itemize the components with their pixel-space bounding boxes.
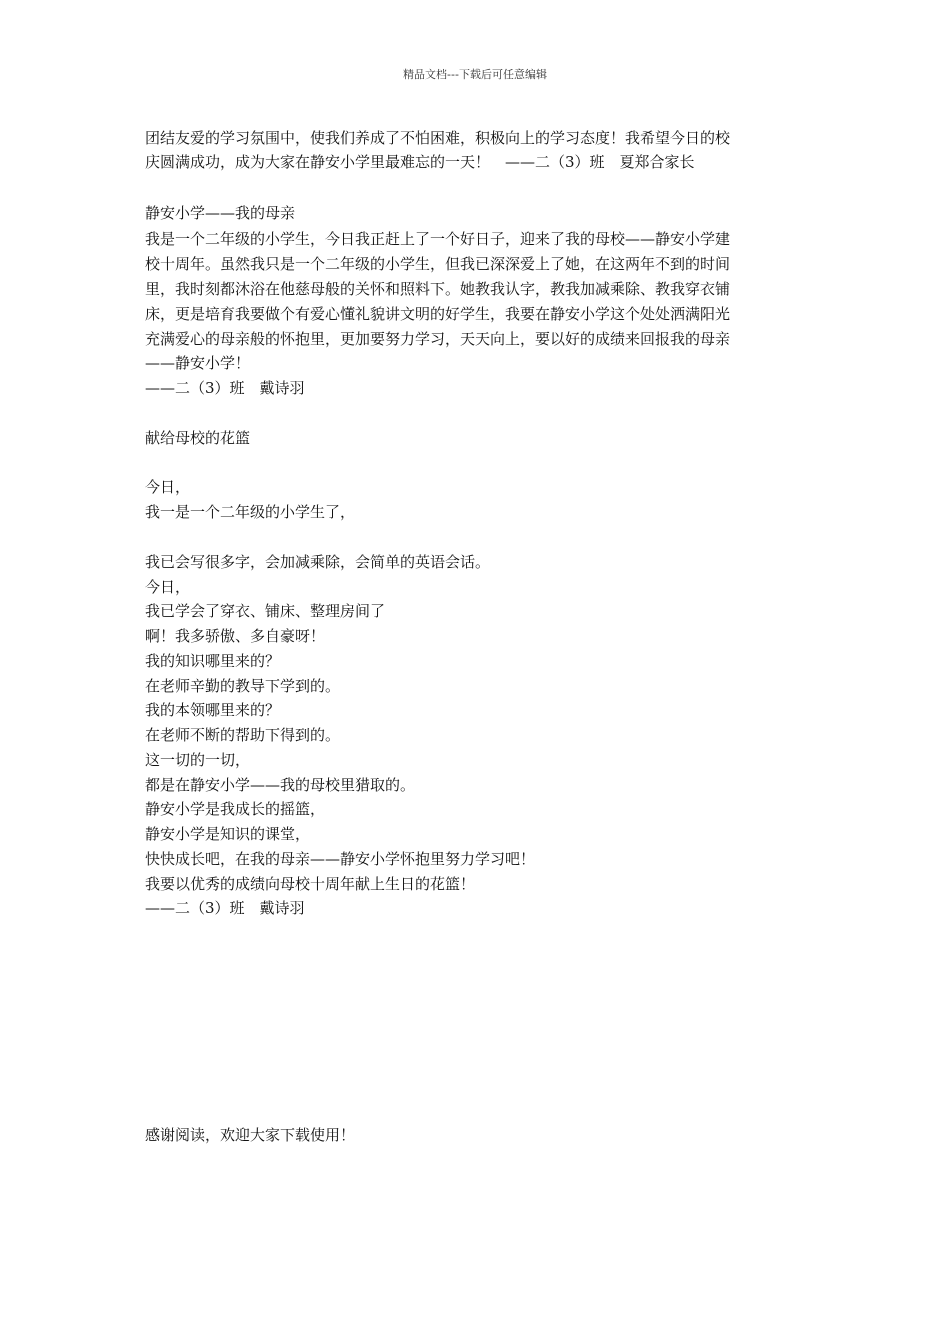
poem-line: 我要以优秀的成绩向母校十周年献上生日的花篮！	[145, 875, 476, 893]
poem-title: 献给母校的花篮	[145, 429, 251, 447]
poem-line: 我已学会了穿衣、铺床、整理房间了	[145, 602, 386, 620]
poem-line: 我已会写很多字，会加减乘除，会简单的英语会话。	[145, 553, 491, 571]
poem-line: 啊！我多骄傲、多自豪呀！	[145, 627, 326, 645]
poem-line: 今日，	[145, 578, 191, 596]
poem-line: 在老师辛勤的教导下学到的。	[145, 677, 341, 695]
poem-line: 这一切的一切，	[145, 751, 251, 769]
poem-line: 我的知识哪里来的？	[145, 652, 281, 670]
poem-line: 静安小学是知识的课堂，	[145, 825, 311, 843]
author-signature: ——二（3）班 戴诗羽	[145, 379, 305, 397]
paragraph-line: 我是一个二年级的小学生，今日我正赶上了一个好日子，迎来了我的母校——静安小学建	[145, 230, 731, 248]
paragraph-line: 庆圆满成功，成为大家在静安小学里最难忘的一天！ ——二（3）班 夏郑合家长	[145, 153, 695, 171]
closing-note: 感谢阅读，欢迎大家下载使用！	[145, 1126, 356, 1144]
paragraph-line: 校十周年。虽然我只是一个二年级的小学生，但我已深深爱上了她，在这两年不到的时间	[145, 255, 731, 273]
paragraph-line: 充满爱心的母亲般的怀抱里，更加要努力学习，天天向上，要以好的成绩来回报我的母亲	[145, 330, 731, 348]
paragraph-line: 里，我时刻都沐浴在他慈母般的关怀和照料下。她教我认字，教我加减乘除、教我穿衣铺	[145, 280, 731, 298]
page-header: 精品文档---下载后可任意编辑	[403, 68, 547, 81]
poem-line: 我一是一个二年级的小学生了，	[145, 503, 356, 521]
poem-line: 今日，	[145, 478, 191, 496]
paragraph-line: 床，更是培育我要做个有爱心懂礼貌讲文明的好学生，我要在静安小学这个处处洒满阳光	[145, 305, 731, 323]
poem-line: 都是在静安小学——我的母校里猎取的。	[145, 776, 416, 794]
poem-line: 静安小学是我成长的摇篮，	[145, 800, 326, 818]
paragraph-line: 团结友爱的学习氛围中，使我们养成了不怕困难，积极向上的学习态度！我希望今日的校	[145, 129, 731, 147]
poem-line: 快快成长吧，在我的母亲——静安小学怀抱里努力学习吧！	[145, 850, 536, 868]
author-signature: ——二（3）班 戴诗羽	[145, 899, 305, 917]
section-title: 静安小学——我的母亲	[145, 204, 296, 222]
poem-line: 我的本领哪里来的？	[145, 701, 281, 719]
poem-line: 在老师不断的帮助下得到的。	[145, 726, 341, 744]
paragraph-line: ——静安小学！	[145, 354, 251, 372]
